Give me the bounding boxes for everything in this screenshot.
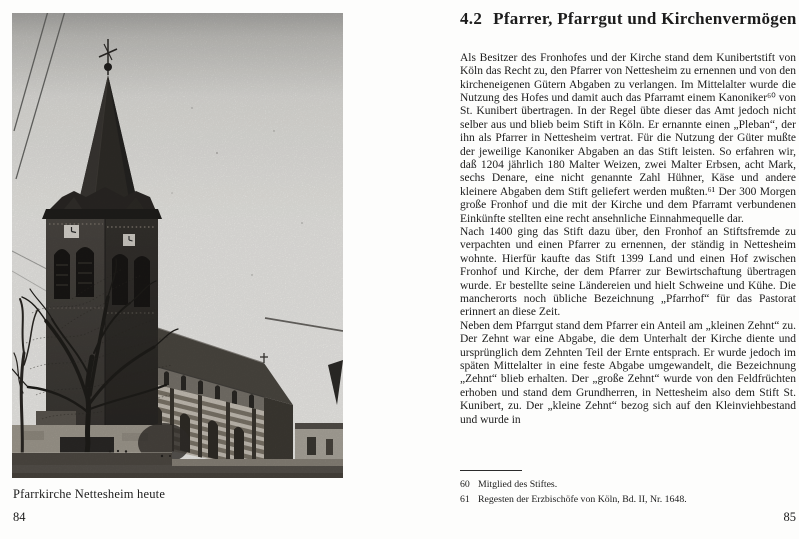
footnote-text: Mitglied des Stiftes.	[478, 479, 558, 490]
church-photo	[12, 13, 343, 478]
body-paragraph: Als Besitzer des Fronhofes und der Kirche stand dem Kunibertstift von Köln das Recht zu, den Pfarrer von Nettesheim zu ernennen und von den kircheneigenen Gütern Abgaben zu verlangen. Im Mittelalter wurde die Nutzung des Hofes und damit auch das Pfarramt einem Kanoniker⁶⁰ von St. Kunibert übertragen. In der Regel übte dieser das Amt jedoch nicht selber aus und blieb beim Stift in Köln. Er ernannte einen „Pleban“, der ihn als Pfarrer in Nettesheim vertrat. Für die Nutzung der Güter mußte der jeweilige Kanoniker Abgaben an das Stift leisten. So erfahren wir, daß 1204 jährlich 180 Malter Weizen, zwei Malter Erbsen, acht Mark, sechs Denare, eine nicht genannte Zahl Hühner, Käse und andere kleinere Abgaben dem Stift geliefert werden mußten.⁶¹ Der 300 Morgen große Fronhof und die mit der Kirche und dem Pfarramt verbundenen Einkünfte stellten eine recht ansehnliche Einnahmequelle dar.	[460, 51, 796, 225]
page-number-left: 84	[13, 510, 26, 524]
section-title: Pfarrer, Pfarrgut und Kirchenvermögen	[493, 9, 797, 28]
church-photo-illustration	[12, 13, 343, 478]
photo-caption: Pfarrkirche Nettesheim heute	[13, 487, 166, 501]
right-page	[460, 10, 796, 427]
footnotes	[460, 477, 796, 507]
body-paragraph: Nach 1400 ging das Stift dazu über, den Fronhof an Stiftsfremde zu verpachten und einen Pfarrer zu ernennen, der ständig in Nettesheim wohnte. Hierfür kaufte das Stift 1399 Land und einen Hof zwischen Fronhof und Kirche, der dem Pfarrer zur Bewirtschaftung übertragen wurde. Er bestellte seine Ländereien und hielt Schweine und Kühe. Die mancherorts noch übliche Bezeichnung „Pfarrhof“ für das Pastorat erinnert an diese Zeit.	[460, 225, 796, 319]
footnote-number: 60	[460, 479, 470, 490]
footnote-rule	[460, 470, 522, 471]
film-grain	[12, 13, 343, 478]
body-paragraph: Neben dem Pfarrgut stand dem Pfarrer ein Anteil am „kleinen Zehnt“ zu. Der Zehnt war eine Abgabe, die dem Unterhalt der Kirche diente und ursprünglich dem Zehnten Teil der Ernte entsprach. Er wurde jedoch im späten Mittelalter in eine feste Abgabe umgewandelt, die Bezeichnung „Zehnt“ blieb erhalten. Der „große Zehnt“ wurde von den Feldfrüchten erhoben und stand dem Grundherren, in Nettesheim also dem Stift St. Kunibert, zu. Der „kleine Zehnt“ bezog sich auf den Kleinviehbestand und wurde in	[460, 319, 796, 426]
footnote	[460, 477, 796, 492]
body-text	[460, 52, 796, 427]
section-heading	[460, 10, 796, 29]
footnote-text: Regesten der Erzbischöfe von Köln, Bd. II, Nr. 1648.	[478, 494, 687, 505]
footnote	[460, 492, 796, 507]
page-number-right: 85	[783, 510, 796, 524]
footnote-number: 61	[460, 494, 470, 505]
section-number: 4.2	[460, 9, 483, 28]
